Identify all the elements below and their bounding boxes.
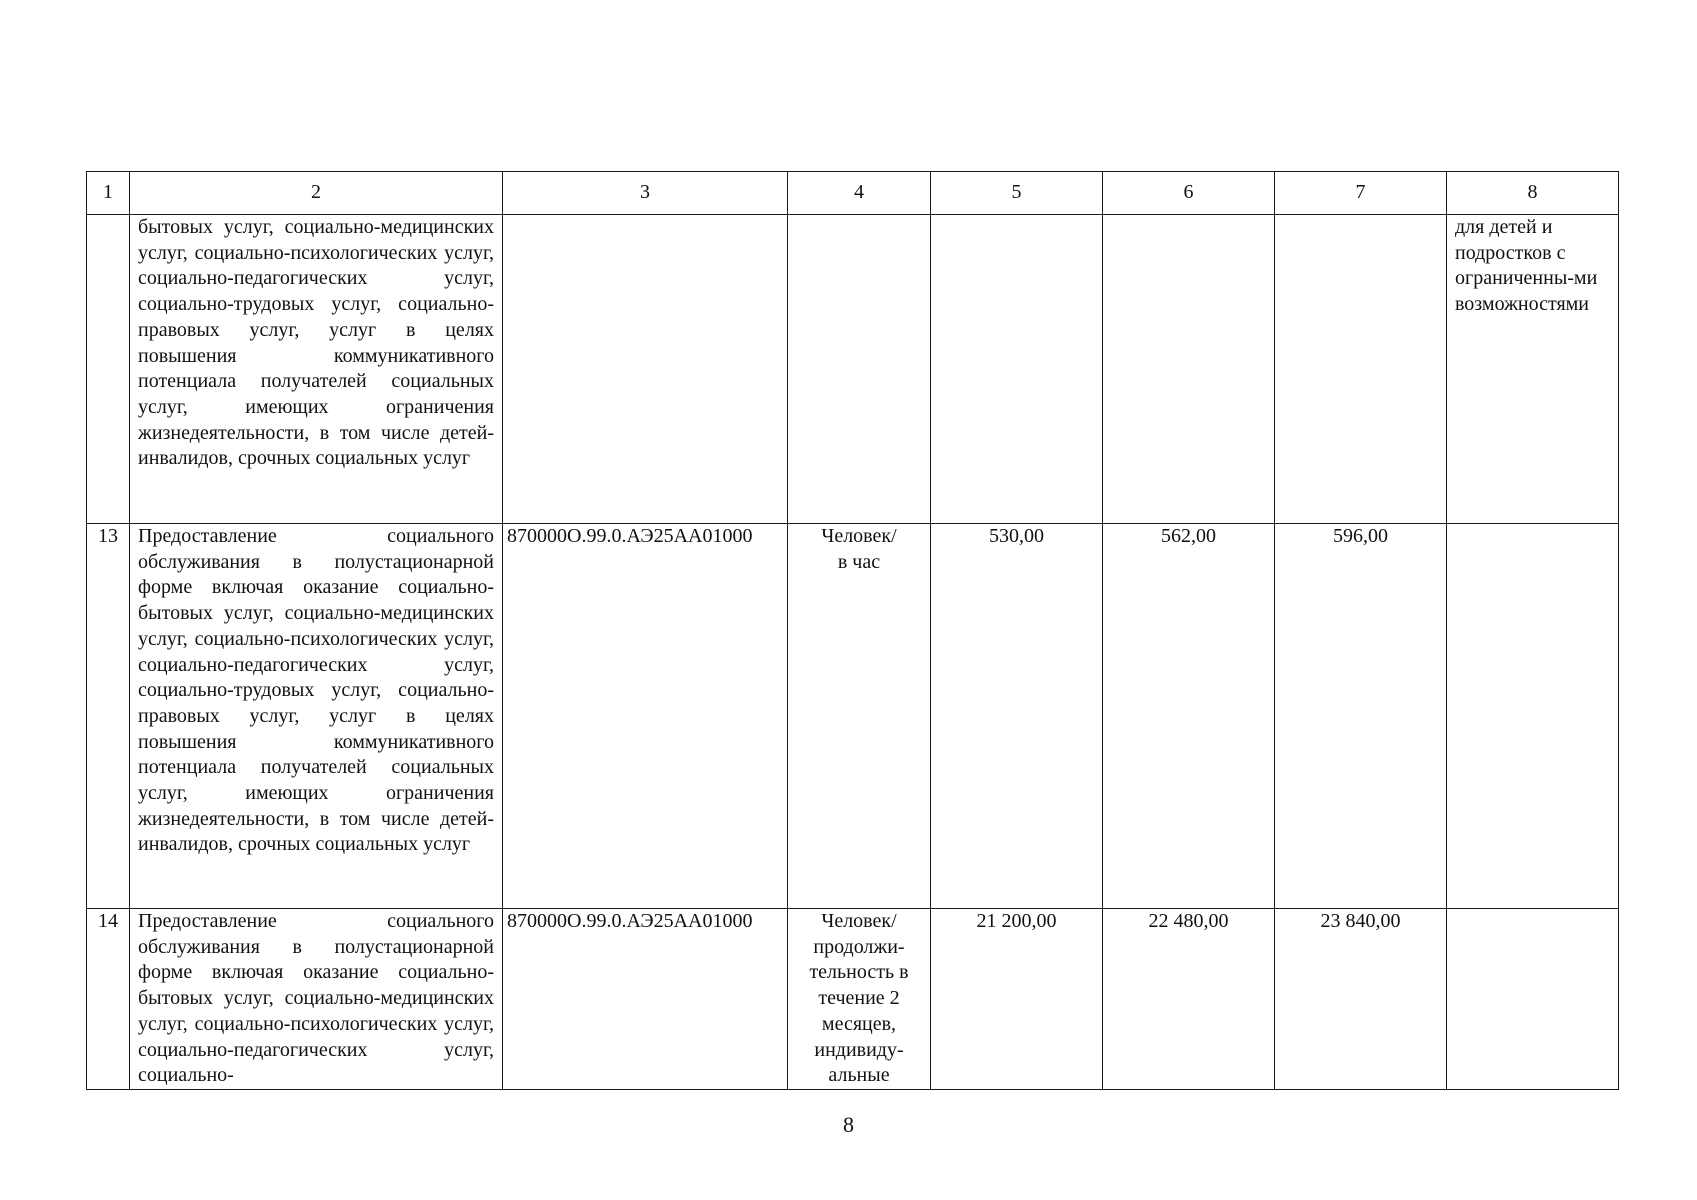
column-header: 7 — [1275, 172, 1447, 215]
value-col-7: 23 840,00 — [1275, 909, 1447, 1090]
row-number — [87, 215, 130, 524]
data-table — [86, 171, 1619, 1090]
column-header: 6 — [1103, 172, 1275, 215]
value-col-5: 530,00 — [931, 524, 1103, 909]
table-row — [87, 909, 1619, 1090]
service-description: Предоставление социального обслуживания в полустационарной форме включая оказание социально-бытовых услуг, социально-медицинских услуг, социально-психологических услуг, социально-педагогических услуг, социально- — [130, 909, 503, 1090]
value-col-6 — [1103, 215, 1275, 524]
value-col-7 — [1275, 215, 1447, 524]
value-col-6: 22 480,00 — [1103, 909, 1275, 1090]
service-description: Предоставление социального обслуживания в полустационарной форме включая оказание социально-бытовых услуг, социально-медицинских услуг, социально-психологических услуг, социально-педагогических услуг, социально-трудовых услуг, социально-правовых услуг, услуг в целях повышения коммуникативного потенциала получателей социальных услуг, имеющих ограничения жизнедеятельности, в том числе детей-инвалидов, срочных социальных услуг — [130, 524, 503, 909]
table-row — [87, 524, 1619, 909]
note: для детей и подростков с ограниченны-ми возможностями — [1447, 215, 1619, 524]
service-code: 870000О.99.0.АЭ25АА01000 — [503, 909, 788, 1090]
table-header-row — [87, 172, 1619, 215]
column-header: 2 — [130, 172, 503, 215]
unit-of-measure: Человек/ продолжи- тельность в течение 2 месяцев, индивиду- альные — [788, 909, 931, 1090]
column-header: 8 — [1447, 172, 1619, 215]
value-col-5 — [931, 215, 1103, 524]
unit-of-measure: Человек/ в час — [788, 524, 931, 909]
row-number: 14 — [87, 909, 130, 1090]
table-row — [87, 215, 1619, 524]
column-header: 5 — [931, 172, 1103, 215]
column-header: 1 — [87, 172, 130, 215]
page-number: 8 — [843, 1112, 854, 1137]
note — [1447, 524, 1619, 909]
value-col-5: 21 200,00 — [931, 909, 1103, 1090]
row-number: 13 — [87, 524, 130, 909]
service-code — [503, 215, 788, 524]
service-code: 870000О.99.0.АЭ25АА01000 — [503, 524, 788, 909]
value-col-7: 596,00 — [1275, 524, 1447, 909]
note — [1447, 909, 1619, 1090]
column-header: 3 — [503, 172, 788, 215]
service-description: бытовых услуг, социально-медицинских услуг, социально-психологических услуг, социально-педагогических услуг, социально-трудовых услуг, социально-правовых услуг, услуг в целях повышения коммуникативного потенциала получателей социальных услуг, имеющих ограничения жизнедеятельности, в том числе детей-инвалидов, срочных социальных услуг — [130, 215, 503, 524]
value-col-6: 562,00 — [1103, 524, 1275, 909]
unit-of-measure — [788, 215, 931, 524]
column-header: 4 — [788, 172, 931, 215]
